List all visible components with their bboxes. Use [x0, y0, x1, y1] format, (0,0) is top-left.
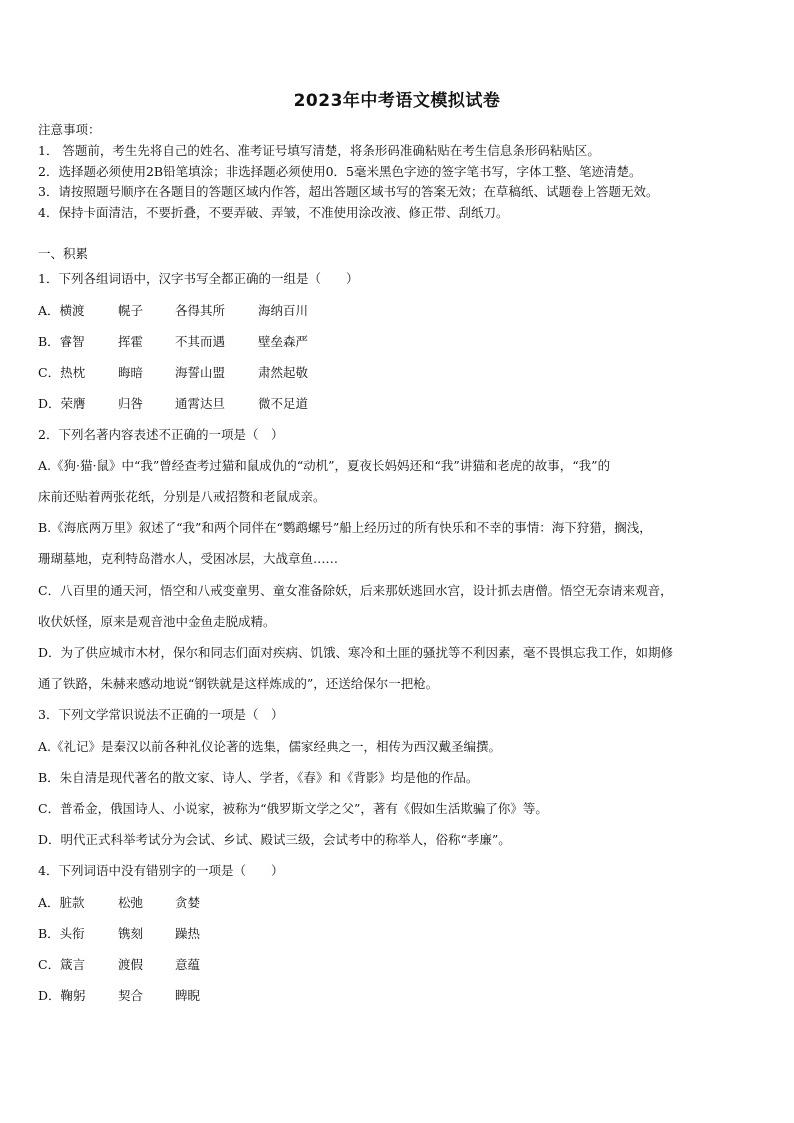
q1-option-c-word-2: 晦暗: [118, 365, 144, 380]
notice-item-3: 3．请按照题号顺序在各题目的答题区域内作答，超出答题区域书写的答案无效；在草稿纸、试题卷上答题无效。: [38, 184, 659, 199]
q1-option-d-word-4: 微不足道: [258, 396, 309, 411]
q3-option-d: D．明代正式科举考试分为会试、乡试、殿试三级，会试考中的称举人，俗称“孝廉”。: [38, 832, 511, 847]
q2-option-a-line-1: A.《狗·猫·鼠》中“我”曾经查考过猫和鼠成仇的“动机”，夏夜长妈妈还和“我”讲猫和老虎的故事，“我”的: [38, 458, 611, 473]
q1-option-d-word-1: D．荣膺: [38, 396, 86, 411]
q2-option-d-line-2: 通了铁路，朱赫来感动地说“钢铁就是这样炼成的”，还送给保尔一把枪。: [38, 676, 439, 691]
q2-option-c-line-1: C．八百里的通天河，悟空和八戒变童男、童女准备除妖，后来那妖逃回水宫，设计抓去唐僧。悟空无奈请来观音，: [38, 583, 673, 598]
q2-option-c-line-2: 收伏妖怪，原来是观音池中金鱼走脱成精。: [38, 614, 276, 629]
exam-title: 2023年中考语文模拟试卷: [293, 91, 501, 111]
q3-option-a: A.《礼记》是秦汉以前各种礼仪论著的选集，儒家经典之一，相传为西汉戴圣编撰。: [38, 739, 502, 754]
q2-option-a-line-2: 床前还贴着两张花纸，分别是八戒招赘和老鼠成亲。: [38, 489, 326, 504]
q2-option-b-line-2: 珊瑚墓地，克利特岛潜水人，受困冰层，大战章鱼……: [38, 551, 339, 566]
q4-option-b-word-2: 镌刻: [118, 926, 144, 941]
q4-option-c-word-3: 意蕴: [175, 957, 201, 972]
q4-option-c-word-2: 渡假: [118, 957, 144, 972]
notice-item-2: 2．选择题必须使用2B铅笔填涂；非选择题必须使用0．5毫米黑色字迹的签字笔书写，字体工整、笔迹清楚。: [38, 164, 642, 179]
q2-option-d-line-1: D．为了供应城市木材，保尔和同志们面对疾病、饥饿、寒冷和土匪的骚扰等不利因素，毫不畏惧忘我工作，如期修: [38, 645, 674, 660]
question-4-stem: 4．下列词语中没有错别字的一项是（ ）: [38, 863, 284, 878]
q1-option-d-word-2: 归咎: [118, 396, 144, 411]
q4-option-a-word-1: A．脏款: [38, 895, 85, 910]
q1-option-b-word-1: B．睿智: [38, 334, 85, 349]
q4-option-c-word-1: C．箴言: [38, 957, 86, 972]
q4-option-b-word-1: B．头衔: [38, 926, 85, 941]
q4-option-b-word-3: 躁热: [175, 926, 201, 941]
q4-option-d-word-2: 契合: [118, 988, 144, 1003]
section-heading: 一、积累: [38, 246, 89, 261]
q2-option-b-line-1: B.《海底两万里》叙述了“我”和两个同伴在“鹦鹉螺号”船上经历过的所有快乐和不幸的事情：海下狩猎，搁浅，: [38, 520, 652, 535]
q1-option-c-word-3: 海誓山盟: [175, 365, 226, 380]
q1-option-a-word-4: 海纳百川: [258, 303, 309, 318]
notice-heading: 注意事项：: [38, 122, 101, 137]
q1-option-a-word-1: A．横渡: [38, 303, 85, 318]
q1-option-a-word-3: 各得其所: [175, 303, 226, 318]
q1-option-c-word-1: C．热枕: [38, 365, 86, 380]
q1-option-c-word-4: 肃然起敬: [258, 365, 309, 380]
q1-option-d-word-3: 通霄达旦: [175, 396, 226, 411]
question-2-stem: 2．下列名著内容表述不正确的一项是（ ）: [38, 427, 284, 442]
q1-option-b-word-4: 壁垒森严: [258, 334, 309, 349]
notice-item-4: 4．保持卡面清洁，不要折叠，不要弄破、弄皱，不准使用涂改液、修正带、刮纸刀。: [38, 205, 509, 220]
q3-option-c: C．普希金，俄国诗人、小说家，被称为“俄罗斯文学之父”，著有《假如生活欺骗了你》等。: [38, 801, 548, 816]
q4-option-a-word-2: 松弛: [118, 895, 144, 910]
question-1-stem: 1．下列各组词语中，汉字书写全都正确的一组是（ ）: [38, 271, 359, 286]
notice-item-1: 1． 答题前，考生先将自己的姓名、准考证号填写清楚，将条形码准确粘贴在考生信息条形码粘贴区。: [38, 143, 600, 158]
q4-option-a-word-3: 贪婪: [175, 895, 201, 910]
q1-option-b-word-2: 挥霍: [118, 334, 144, 349]
q3-option-b: B．朱自清是现代著名的散文家、诗人、学者，《春》和《背影》均是他的作品。: [38, 770, 479, 785]
q4-option-d-word-3: 睥睨: [175, 988, 201, 1003]
q1-option-a-word-2: 幌子: [118, 303, 144, 318]
question-3-stem: 3．下列文学常识说法不正确的一项是（ ）: [38, 707, 284, 722]
q1-option-b-word-3: 不其而遇: [175, 334, 226, 349]
q4-option-d-word-1: D．鞠躬: [38, 988, 86, 1003]
